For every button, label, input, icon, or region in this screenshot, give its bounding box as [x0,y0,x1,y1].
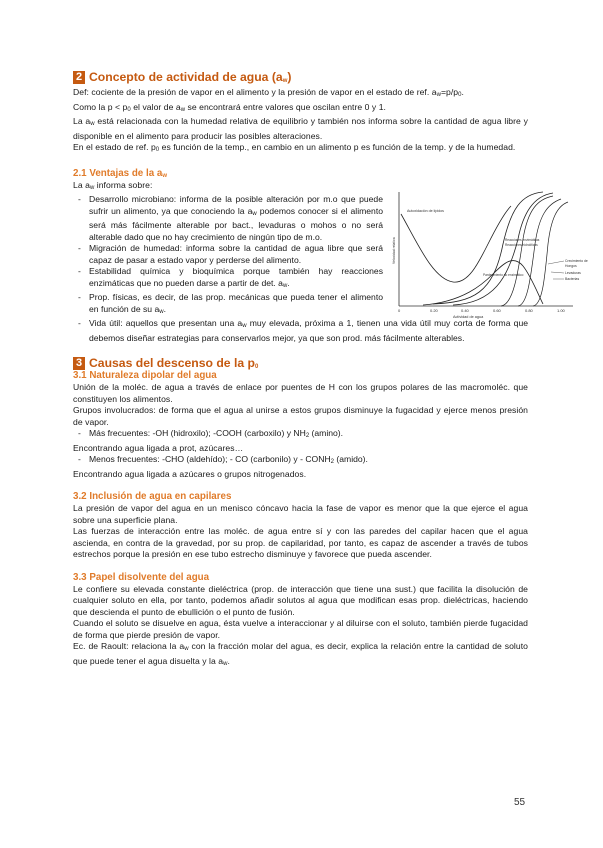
section-2-heading [73,70,528,84]
bacteria-label: Bacterias [565,277,580,281]
growth-label-hongos: Hongos [565,264,577,268]
section-3-3-heading: 3.3 Papel disolvente del agua [73,571,210,583]
list-item: - Prop. físicas, es decir, de las prop. mecánicas que pueda tener el alimento en función de su aw. [78,292,383,315]
x-tick-label: 0.40 [461,308,469,313]
leader-line [551,272,564,273]
x-tick-label: 1.00 [557,308,565,313]
section-3-1-heading: 3.1 Naturaleza dipolar del agua [73,370,217,381]
section-3-2-heading: 3.2 Inclusión de agua en capilares [73,491,232,502]
section-3-heading [73,356,528,370]
range-paragraph: Como la p < p0 el valor de aw se encontrará entre valores que oscilan entre 0 y 1. [73,101,386,113]
section-3-title: Causas del descenso de la p0 [89,356,259,370]
hydrolytic-label: Reacciones hidrolíticas [505,243,538,247]
section-2-1-heading: 2.1 Ventajas de la aw [73,167,167,179]
enzymatic-curve [433,192,543,304]
page-number: 55 [514,797,526,808]
x-tick-label: 0.60 [493,308,501,313]
section-number-3: 3 [73,357,85,370]
page-content [73,70,528,670]
list-item: - Más frecuentes: -OH (hidroxilo); -COOH (carboxilo) y NH2 (amino). [78,428,344,439]
browning-label: Pardeamiento no enzimático [483,273,524,277]
humidity-paragraph: La aw está relacionada con la humedad relativa de equilibrio y también nos informa sobre la cantidad de agua libre y disponible en el alimento para producir las posibles alteraciones. [73,116,528,141]
solvent-paragraph-1: Le confiere su elevada constante dieléctrica (prop. de interacción que tiene una sust.) que facilita la disolución de cualquier soluto en ella, por tanto, podemos añadir solutos al agua que modifican esas prop. dieléctricas, haciendo que descienda el punto de ebullición o el punto de fusión. [73,583,528,617]
list-item: - Vida útil: aquellos que presentan una aw muy elevada, próxima a 1, tienen una vida útil muy corta de forma que debemos diseñar estrategias para conservarlos mejor, ya que son prod. más fácilmente alterables. [78,318,529,343]
dipolar-paragraph-1: Unión de la moléc. de agua a través de enlace por puentes de H con los grupos polares de las macromoléc. que constituyen los alimentos. [73,382,528,404]
list-item: - Menos frecuentes: -CHO (aldehído); - CO (carbonilo) y - CONH2 (amido). [78,454,368,465]
bacteria-curve [533,202,568,306]
dipolar-paragraph-4: Encontrando agua ligada a azúcares o grupos nitrogenados. [73,468,307,479]
solvent-paragraph-2: Cuando el soluto se disuelve en agua, ésta vuelve a interaccionar y al diluirse con el soluto, también pierde fugacidad de forma que pierde presión de vapor. [73,618,528,640]
autoxidation-label: Autoxidación de lípidos [407,209,444,213]
definition-paragraph: Def: cociente de la presión de vapor en el alimento y la presión de vapor en el estado de ref. aw=p/p0. [73,87,464,98]
section-number-2: 2 [73,71,85,84]
yeast-curve [518,199,561,306]
section-2-title: Concepto de actividad de agua (aw) [89,70,292,84]
capillary-paragraph-1: La presión de vapor del agua en un menisco cóncavo hacia la fase de vapor es menor que la que ejerce el agua sobre una superficie plana. [73,503,528,525]
water-activity-rates-figure [393,184,603,324]
yeast-label: Levaduras [565,271,581,275]
advantages-list [73,180,383,319]
x-axis-label: Actividad de agua [453,315,484,319]
list-item: - Estabilidad química y bioquímica porque también hay reacciones enzimáticas que no pueden darse a partir de det. aw. [78,266,383,289]
x-tick-label: 0.20 [430,308,438,313]
capillary-paragraph-2: Las fuerzas de interacción entre las moléc. de agua entre sí y con las paredes del capilar hacen que el agua ascienda, en contra de la gravedad, por su prop. de capilaridad, por tanto, es capaz de ascender a través de tubos estrechos porque la presión en ese tubo estrecho disminuye y favorece que pueda ascender. [73,526,528,559]
y-axis-label: Velocidad relativa [392,237,396,264]
leader-line [548,261,564,264]
list-item: - Desarrollo microbiano: informa de la posible alteración por m.o que puede sufrir un alimento, ya que conociendo la aw podemos conocer si el alimento será más fácilmente alterable por bact., levaduras o mohos o no será alterable dado que no hay crecimiento de ningún tipo de m.o. [78,194,383,242]
hydrolytic-curve [453,193,553,305]
reference-state-paragraph: En el estado de ref. p0 es función de la temp., en cambio en un alimento p es función de la temp. y de la humedad. [73,142,516,153]
list-item: - Migración de humedad: informa sobre la cantidad de agua libre que será capaz de pasar a estado vapor y perderse del alimento. [78,243,383,265]
advantages-intro: La aw informa sobre: [73,179,153,191]
raoult-paragraph: Ec. de Raoult: relaciona la aw con la fracción molar del agua, es decir, explica la relación entre la cantidad de soluto que puede tener el agua disuelta y la aw. [73,641,528,667]
dipolar-paragraph-3: Encontrando agua ligada a prot, azúcares… [73,442,244,453]
growth-label: Crecimiento de [565,259,588,263]
enzymatic-label: Reacciones enzimáticas [505,238,540,242]
x-tick-label: 0 [398,308,401,313]
dipolar-paragraph-2: Grupos involucrados: de forma que el agua al unirse a estos grupos disminuye la fugacidad y ejerce menos presión de vapor. [73,405,528,427]
x-tick-label: 0.80 [525,308,533,313]
